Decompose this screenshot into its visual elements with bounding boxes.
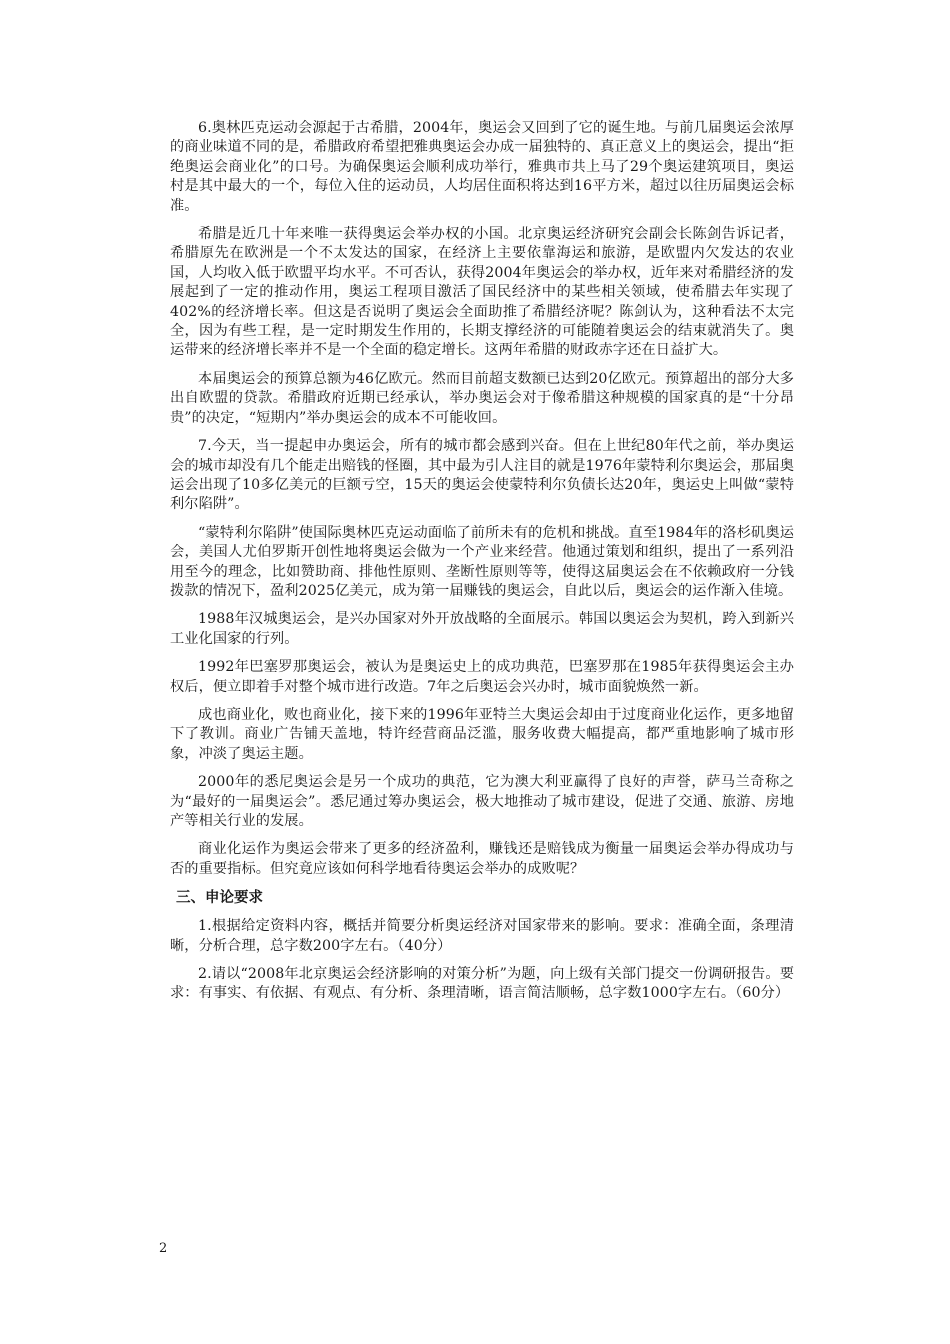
paragraph-montreal: 7.今天，当一提起申办奥运会，所有的城市都会感到兴奋。但在上世纪80年代之前，举办奥运会的城市却没有几个能走出赔钱的怪圈，其中最为引人注目的就是1976年蒙特利尔奥运会，那届奥运会出现了10多亿美元的巨额亏空，15天的奥运会使蒙特利尔负债长达20年，奥运史上叫做“蒙特利尔陷阱”。 <box>170 438 794 513</box>
paragraph-barcelona: 1992年巴塞罗那奥运会，被认为是奥运史上的成功典范，巴塞罗那在1985年获得奥运会主办权后，便立即着手对整个城市进行改造。7年之后奥运会兴办时，城市面貌焕然一新。 <box>170 659 794 695</box>
section-heading: 三、申论要求 <box>176 889 263 907</box>
document-body <box>170 119 794 1013</box>
requirement-item: 2.请以“2008年北京奥运会经济影响的对策分析”为题，向上级有关部门提交一份调研报告。要求：有事实、有依据、有观点、有分析、条理清晰，语言简洁顺畅，总字数1000字左右。（60分） <box>170 966 794 1002</box>
paragraph-olympics-athens: 6.奥林匹克运动会源起于古希腊，2004年，奥运会又回到了它的诞生地。与前几届奥运会浓厚的商业味道不同的是，希腊政府希望把雅典奥运会办成一届独特的、真正意义上的奥运会，提出“拒绝奥运会商业化”的口号。为确保奥运会顺利成功举行，雅典市共上马了29个奥运建筑项目，奥运村是其中最大的一个，每位入住的运动员，人均居住面积将达到16平方米，超过以往历届奥运会标准。 <box>170 120 794 214</box>
paragraph-los-angeles: “蒙特利尔陷阱”使国际奥林匹克运动面临了前所未有的危机和挑战。直至1984年的洛杉矶奥运会，美国人尤伯罗斯开创性地将奥运会做为一个产业来经营。他通过策划和组织，提出了一系列沿用至今的理念，比如赞助商、排他性原则、垄断性原则等等，使得这届奥运会在不依赖政府一分钱拨款的情况下，盈利2025亿美元，成为第一届赚钱的奥运会，自此以后，奥运会的运作渐入佳境。 <box>170 524 794 599</box>
paragraph-greece-economy: 希腊是近几十年来唯一获得奥运会举办权的小国。北京奥运经济研究会副会长陈剑告诉记者，希腊原先在欧洲是一个不太发达的国家，在经济上主要依靠海运和旅游，是欧盟内欠发达的农业国，人均收入低于欧盟平均水平。不可否认，获得2004年奥运会的举办权，近年来对希腊经济的发展起到了一定的推动作用，奥运工程项目激活了国民经济中的某些相关领域，使希腊去年实现了402%的经济增长率。但这是否说明了奥运会全面助推了希腊经济呢？陈剑认为，这种看法不太完全，因为有些工程，是一定时期发生作用的，长期支撑经济的可能随着奥运会的结束就消失了。奥运带来的经济增长率并不是一个全面的稳定增长。这两年希腊的财政赤字还在日益扩大。 <box>170 226 794 359</box>
paragraph-conclusion: 商业化运作为奥运会带来了更多的经济盈利，赚钱还是赔钱成为衡量一届奥运会举办得成功与否的重要指标。但究竟应该如何科学地看待奥运会举办的成败呢？ <box>170 841 794 877</box>
requirement-item: 1.根据给定资料内容，概括并简要分析奥运经济对国家带来的影响。要求：准确全面，条理清晰，分析合理，总字数200字左右。（40分） <box>170 918 794 954</box>
page-number: 2 <box>159 1241 168 1256</box>
paragraph-sydney: 2000年的悉尼奥运会是另一个成功的典范，它为澳大利亚赢得了良好的声誉，萨马兰奇称之为“最好的一届奥运会”。悉尼通过筹办奥运会，极大地推动了城市建设，促进了交通、旅游、房地产等相关行业的发展。 <box>170 774 794 829</box>
paragraph-seoul: 1988年汉城奥运会，是兴办国家对外开放战略的全面展示。韩国以奥运会为契机，跨入到新兴工业化国家的行列。 <box>170 611 794 647</box>
paragraph-budget: 本届奥运会的预算总额为46亿欧元。然而目前超支数额已达到20亿欧元。预算超出的部分大多出自欧盟的贷款。希腊政府近期已经承认，举办奥运会对于像希腊这种规模的国家真的是“十分昂贵”的决定，“短期内”举办奥运会的成本不可能收回。 <box>170 370 794 426</box>
paragraph-atlanta: 成也商业化，败也商业化，接下来的1996年亚特兰大奥运会却由于过度商业化运作，更多地留下了教训。商业广告铺天盖地，特许经营商品泛滥，服务收费大幅提高，都严重地影响了城市形象，冲淡了奥运主题。 <box>170 706 794 762</box>
